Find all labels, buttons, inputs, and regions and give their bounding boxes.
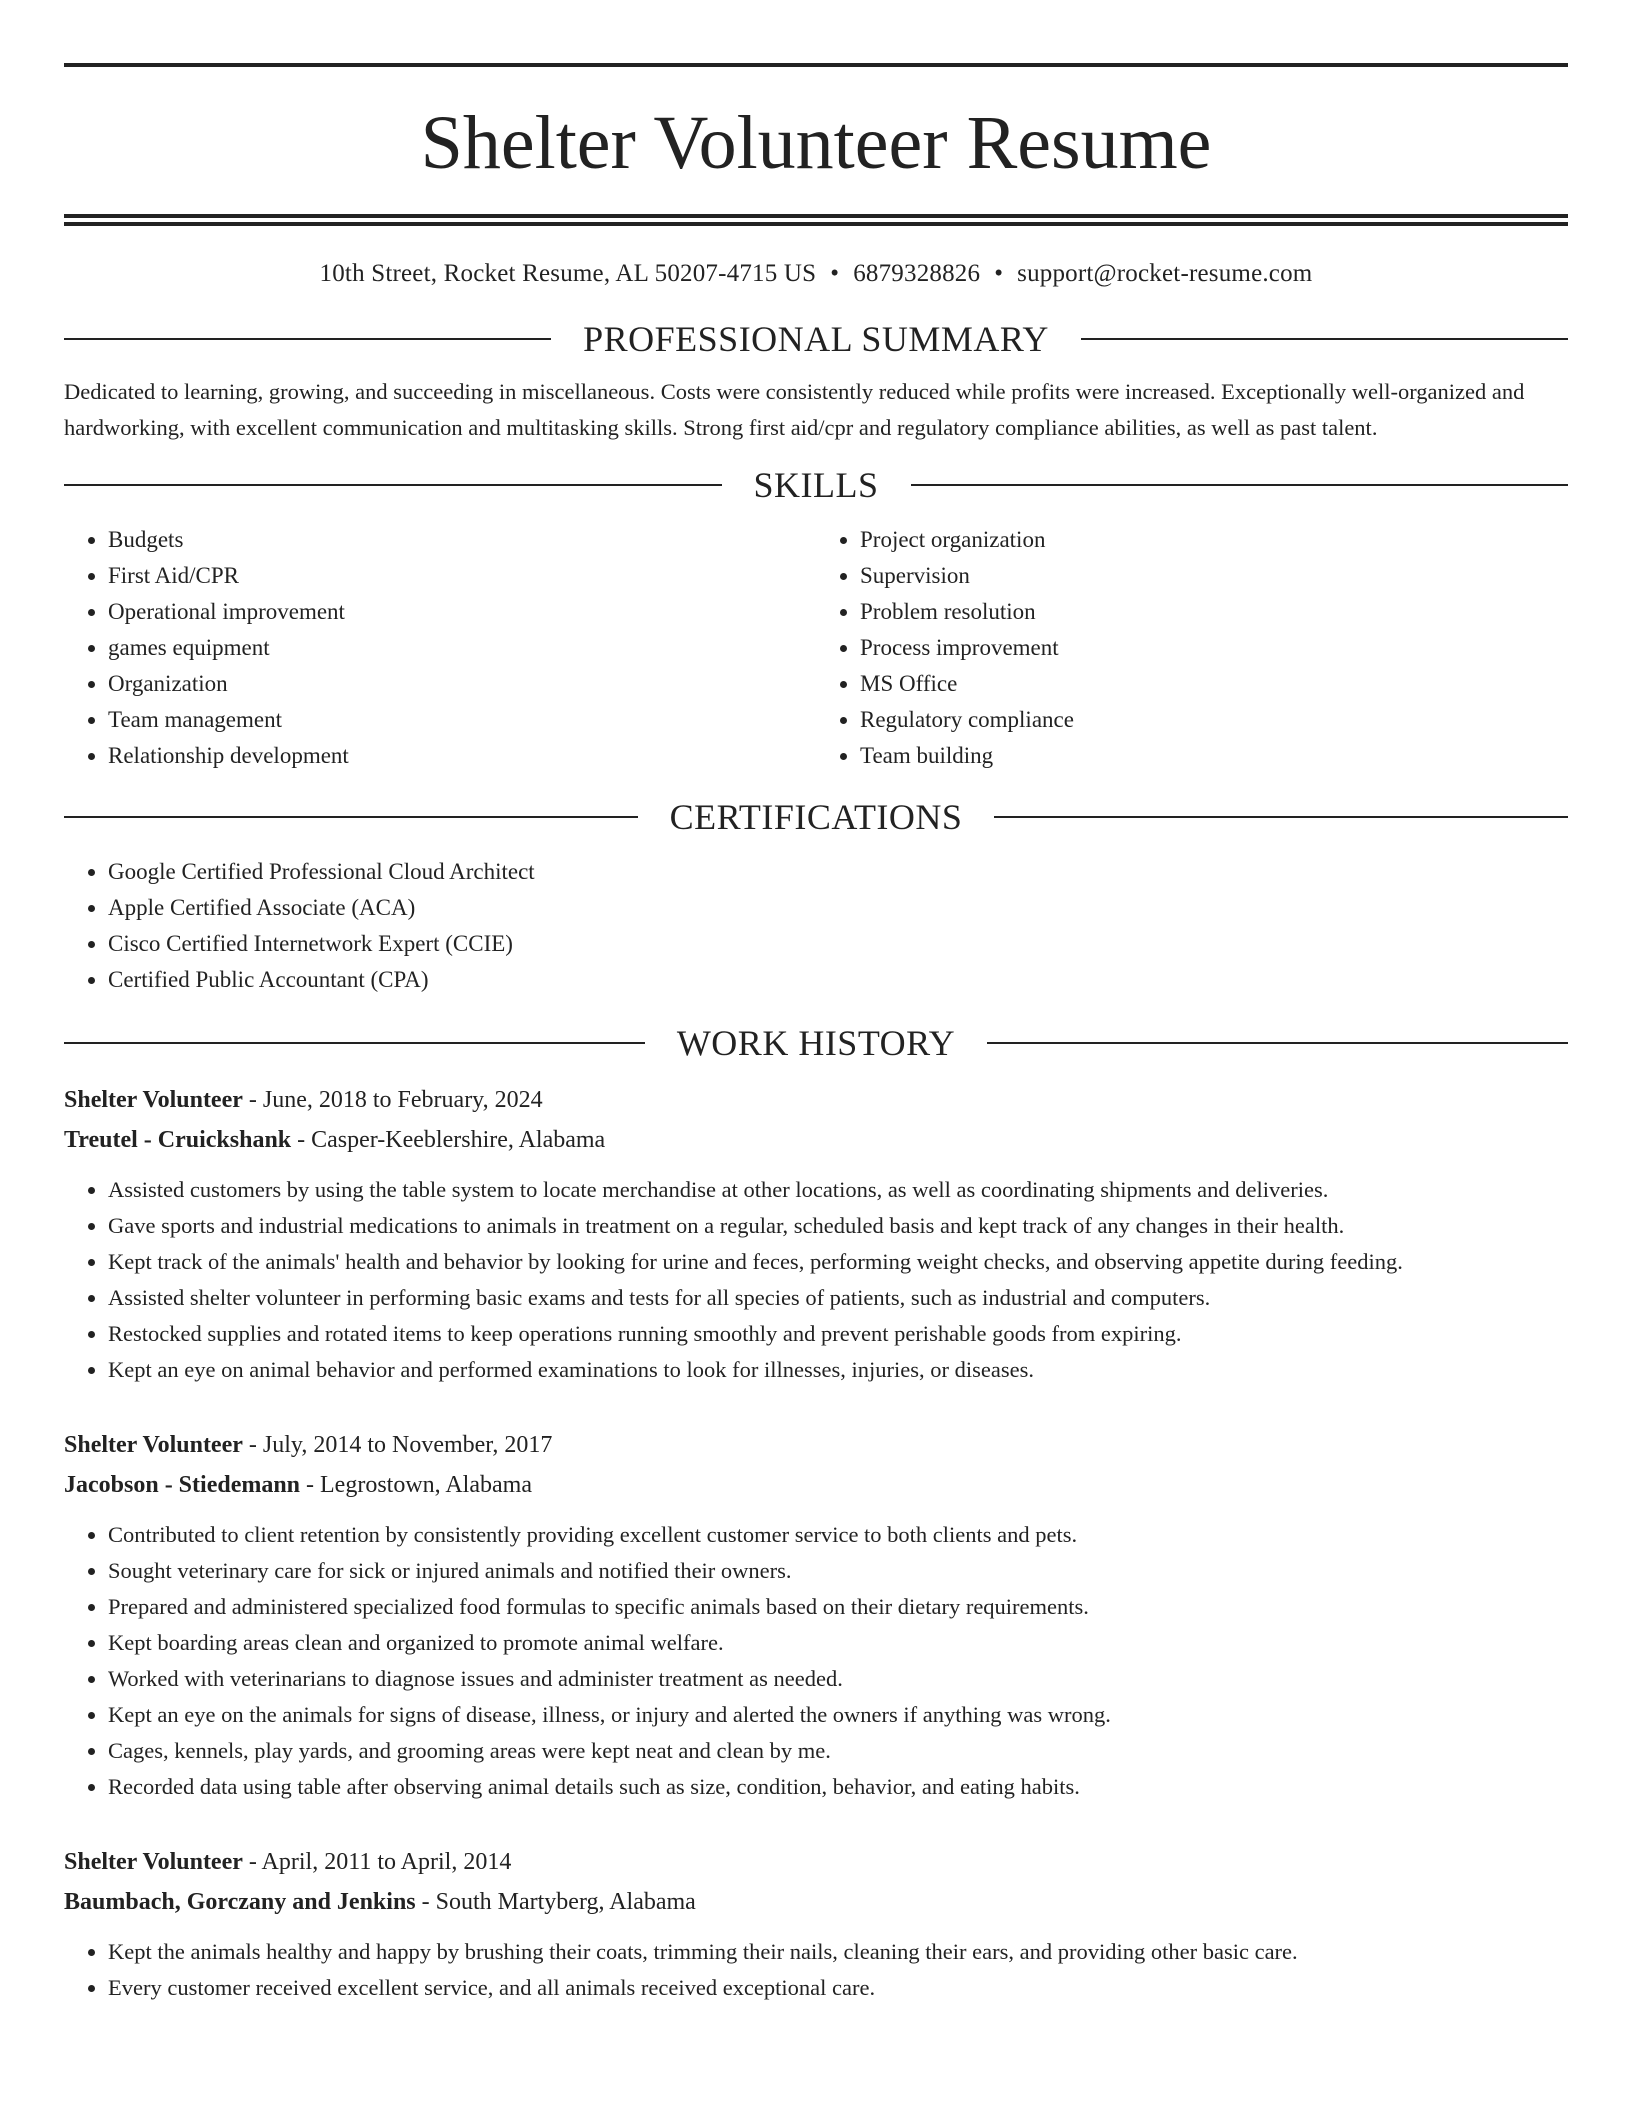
- certification-item: • Certified Public Accountant (CPA): [108, 962, 1568, 998]
- job-location: - Casper-Keeblershire, Alabama: [297, 1127, 606, 1153]
- title-double-rule: [64, 214, 1568, 226]
- contact-email: support@rocket-resume.com: [1017, 260, 1313, 287]
- contact-phone: 6879328826: [853, 260, 981, 287]
- job-company: Treutel - Cruickshank: [64, 1127, 292, 1153]
- job-bullet: • Kept the animals healthy and happy by brushing their coats, trimming their nails, cleaning their ears, and providing other basic care.: [108, 1934, 1568, 1970]
- job-bullet: • Assisted customers by using the table system to locate merchandise at other locations, as well as coordinating shipments and deliveries.: [108, 1172, 1568, 1208]
- skill-item: • Team management: [108, 702, 816, 738]
- job-bullet: • Cages, kennels, play yards, and grooming areas were kept neat and clean by me.: [108, 1733, 1568, 1769]
- contact-address: 10th Street, Rocket Resume, AL 50207-4715 US: [319, 260, 817, 287]
- job-title: Shelter Volunteer: [64, 1432, 243, 1458]
- skills-grid: [64, 522, 1568, 774]
- job-title-line: [64, 1842, 1568, 1882]
- job-bullet: • Kept an eye on the animals for signs of disease, illness, or injury and alerted the owners if anything was wrong.: [108, 1697, 1568, 1733]
- summary-text: Dedicated to learning, growing, and succeeding in miscellaneous. Costs were consistently reduced while profits were increased. Exceptionally well-organized and hardworking, with excellent communication and multitasking skills. Strong first aid/cpr and regulatory compliance abilities, as well as past talent.: [64, 379, 1525, 440]
- job-company-line: [64, 1120, 1568, 1160]
- job-company-line: [64, 1882, 1568, 1922]
- skill-item: • games equipment: [108, 630, 816, 666]
- top-rule: [64, 63, 1568, 67]
- skills-list-right: [816, 522, 1568, 774]
- certifications-list: [64, 854, 1568, 998]
- skill-item: • First Aid/CPR: [108, 558, 816, 594]
- heading-rule: [911, 484, 1569, 486]
- skill-item: • Project organization: [860, 522, 1568, 558]
- certifications-heading: [64, 796, 1568, 838]
- job-entry: [64, 1425, 1568, 1805]
- job-dates: - June, 2018 to February, 2024: [248, 1087, 543, 1113]
- job-dates: - July, 2014 to November, 2017: [248, 1432, 553, 1458]
- heading-rule: [64, 484, 722, 486]
- work-history-heading: [64, 1022, 1568, 1064]
- job-bullets: [64, 1517, 1568, 1805]
- skills-heading-text: SKILLS: [753, 465, 879, 505]
- certification-item: • Google Certified Professional Cloud Architect: [108, 854, 1568, 890]
- skill-item: • Process improvement: [860, 630, 1568, 666]
- certification-item: • Apple Certified Associate (ACA): [108, 890, 1568, 926]
- job-location: - Legrostown, Alabama: [306, 1472, 532, 1498]
- job-bullet: • Kept track of the animals' health and behavior by looking for urine and feces, performing weight checks, and observing appetite during feeding.: [108, 1244, 1568, 1280]
- job-entry: [64, 1080, 1568, 1388]
- job-bullets: [64, 1934, 1568, 2006]
- heading-rule: [64, 1042, 645, 1044]
- job-bullet: • Contributed to client retention by consistently providing excellent customer service to both clients and pets.: [108, 1517, 1568, 1553]
- skill-item: • MS Office: [860, 666, 1568, 702]
- heading-rule: [64, 338, 551, 340]
- job-location: - South Martyberg, Alabama: [421, 1889, 696, 1915]
- skill-item: • Team building: [860, 738, 1568, 774]
- job-bullet: • Gave sports and industrial medications to animals in treatment on a regular, scheduled basis and kept track of any changes in their health.: [108, 1208, 1568, 1244]
- job-title-line: [64, 1425, 1568, 1465]
- skills-heading: [64, 464, 1568, 506]
- job-bullets: [64, 1172, 1568, 1388]
- job-title: Shelter Volunteer: [64, 1849, 243, 1875]
- job-dates: - April, 2011 to April, 2014: [248, 1849, 512, 1875]
- skill-item: • Budgets: [108, 522, 816, 558]
- job-bullet: • Every customer received excellent service, and all animals received exceptional care.: [108, 1970, 1568, 2006]
- job-bullet: • Worked with veterinarians to diagnose issues and administer treatment as needed.: [108, 1661, 1568, 1697]
- certifications-heading-text: CERTIFICATIONS: [669, 797, 963, 837]
- heading-rule: [64, 816, 638, 818]
- work-history-heading-text: WORK HISTORY: [676, 1023, 956, 1063]
- skills-list-left: [64, 522, 816, 774]
- job-bullet: • Sought veterinary care for sick or injured animals and notified their owners.: [108, 1553, 1568, 1589]
- summary-heading: [64, 318, 1568, 360]
- contact-line: [64, 260, 1568, 288]
- heading-rule: [994, 816, 1568, 818]
- job-bullet: • Prepared and administered specialized food formulas to specific animals based on their dietary requirements.: [108, 1589, 1568, 1625]
- job-bullet: • Recorded data using table after observing animal details such as size, condition, behavior, and eating habits.: [108, 1769, 1568, 1805]
- skill-item: • Supervision: [860, 558, 1568, 594]
- job-bullet: • Kept an eye on animal behavior and performed examinations to look for illnesses, injuries, or diseases.: [108, 1352, 1568, 1388]
- contact-separator: •: [830, 260, 840, 287]
- skill-item: • Relationship development: [108, 738, 816, 774]
- resume-title: Shelter Volunteer Resume: [420, 101, 1212, 185]
- job-bullet: • Assisted shelter volunteer in performing basic exams and tests for all species of patients, such as industrial and computers.: [108, 1280, 1568, 1316]
- job-company: Jacobson - Stiedemann: [64, 1472, 301, 1498]
- skill-item: • Problem resolution: [860, 594, 1568, 630]
- certification-item: • Cisco Certified Internetwork Expert (CCIE): [108, 926, 1568, 962]
- job-company: Baumbach, Gorczany and Jenkins: [64, 1889, 416, 1915]
- summary-heading-text: PROFESSIONAL SUMMARY: [583, 319, 1049, 359]
- skill-item: • Regulatory compliance: [860, 702, 1568, 738]
- job-entry: [64, 1842, 1568, 2006]
- job-bullet: • Restocked supplies and rotated items to keep operations running smoothly and prevent perishable goods from expiring.: [108, 1316, 1568, 1352]
- job-title: Shelter Volunteer: [64, 1087, 243, 1113]
- job-title-line: [64, 1080, 1568, 1120]
- job-bullet: • Kept boarding areas clean and organized to promote animal welfare.: [108, 1625, 1568, 1661]
- contact-separator: •: [994, 260, 1004, 287]
- skill-item: • Operational improvement: [108, 594, 816, 630]
- heading-rule: [1081, 338, 1568, 340]
- job-company-line: [64, 1465, 1568, 1505]
- skill-item: • Organization: [108, 666, 816, 702]
- heading-rule: [987, 1042, 1568, 1044]
